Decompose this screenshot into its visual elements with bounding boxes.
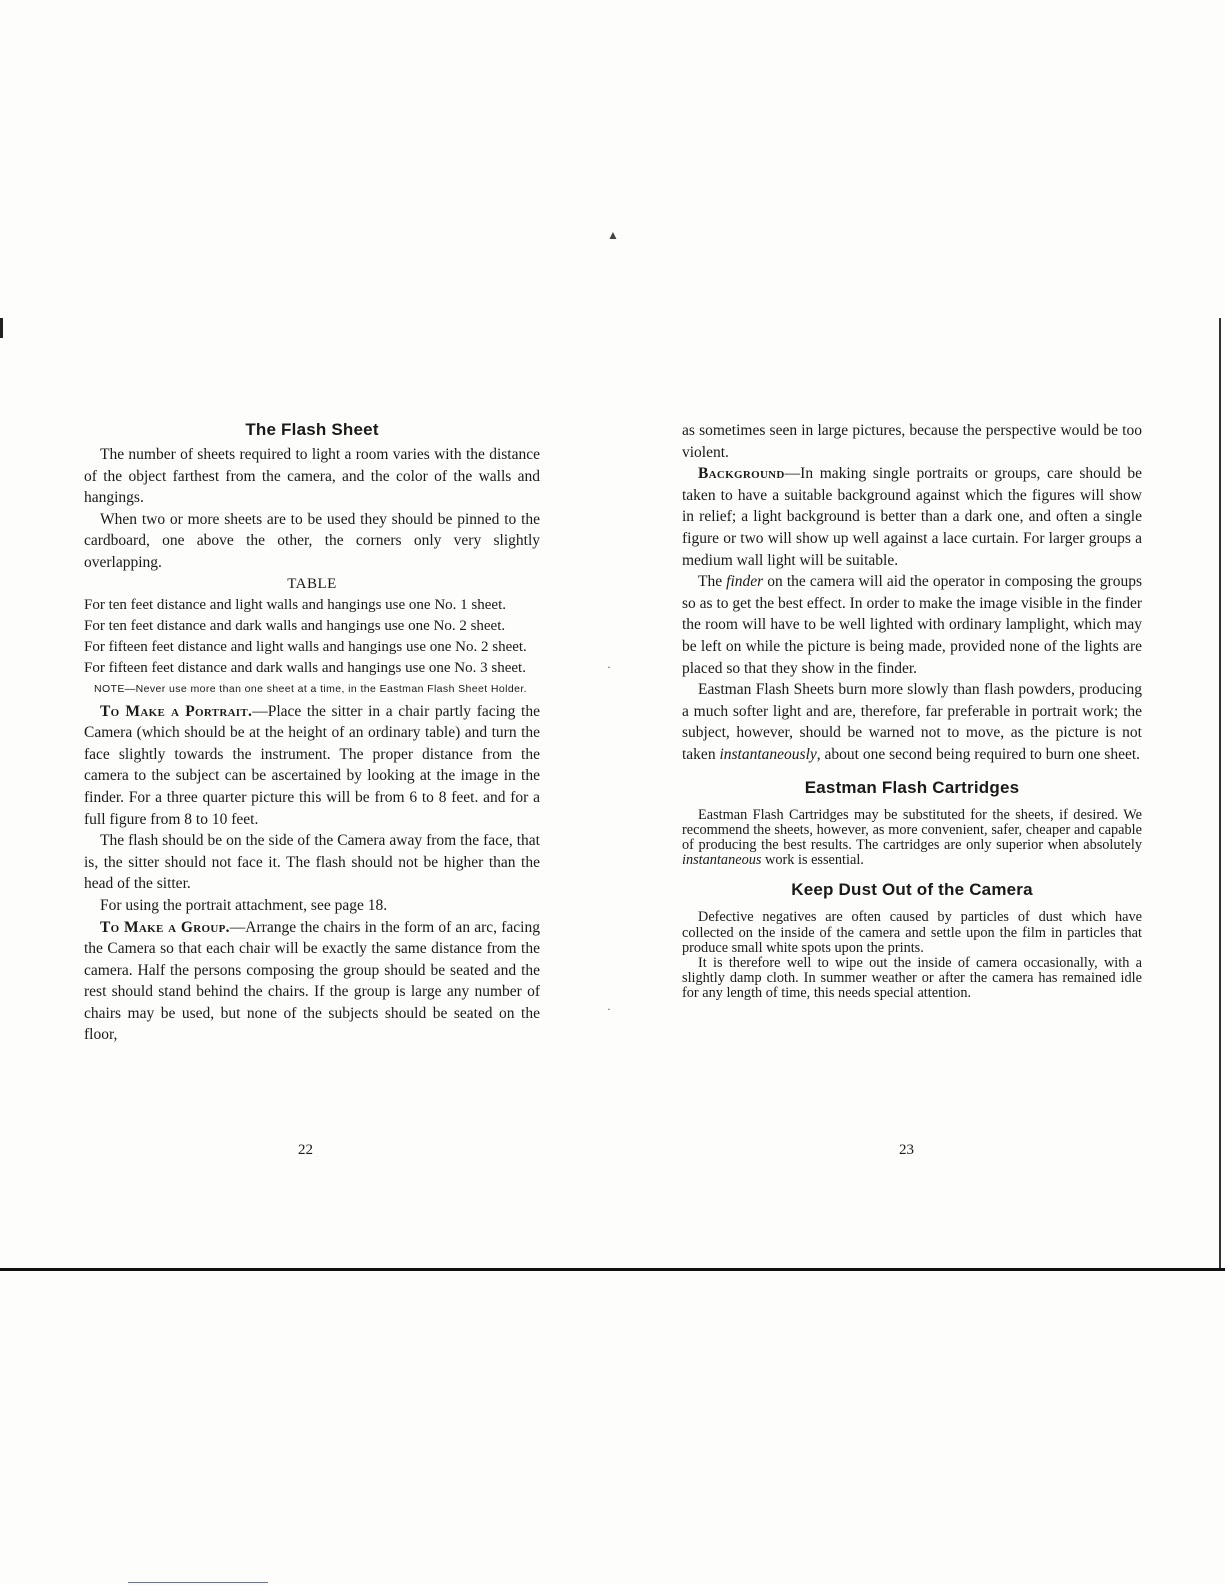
table-row: For ten feet distance and dark walls and hangings use one No. 2 sheet. [84,617,506,634]
eastman-para: Eastman Flash Sheets burn more slowly than flash powders, producing a much softer light and are, therefore, far preferable in portrait work; the subject, however, should be warned not to move, as the picture is not taken instantaneously, about one second being required to burn one sheet. [682,681,1142,763]
table-row: For fifteen feet distance and dark walls and hangings use one No. 3 sheet. [84,659,526,676]
right-column [682,420,1142,1002]
dust-para-1: Defective negatives are often caused by particles of dust which have collected on the inside of the camera and settle upon the film in particles that produce small white spots upon the prints. [682,909,1142,956]
continuation-para: as sometimes seen in large pictures, because the perspective would be too violent. [682,422,1142,461]
flash-sheet-para-1: The number of sheets required to light a room varies with the distance of the object farthest from the camera, and the color of the walls and hangings. [84,446,540,507]
finder-para: The finder on the camera will aid the operator in composing the groups so as to get the best effect. In order to make the image visible in the finder the room will have to be well lighted with ordinary lamplight, which may be left on while the picture is being made, provided none of the lights are placed so that they show in the finder. [682,573,1142,677]
portrait-lead: To Make a Portrait. [100,702,253,720]
instantaneous-word: instantaneous [682,852,762,869]
flash-sheet-para-2: When two or more sheets are to be used they should be pinned to the cardboard, one above the other, the corners only very slightly overlapping. [84,510,540,571]
table-note: NOTE—Never use more than one sheet at a time, in the Eastman Flash Sheet Holder. [94,682,527,695]
portrait-text: —Place the sitter in a chair partly facing the Camera (which should be at the height of an ordinary table) and turn the face slightly towards the instrument. The proper distance from the camera to the subject can be ascertained by looking at the image in the finder. For a three quarter picture this will be from 6 to 8 feet. and for a full figure from 8 to 10 feet. [84,702,540,828]
gutter-blot: · [607,1002,611,1016]
scan-bottom-edge [0,1268,1225,1271]
footer-underline [128,1582,268,1583]
attachment-para: For using the portrait attachment, see page 18. [100,896,388,914]
gutter-blot: · [607,660,611,674]
background-para [682,463,1142,571]
group-text: —Arrange the chairs in the form of an arc, facing the Camera so that each chair will be exactly the same distance from the camera. Half the persons composing the group should be seated and the rest should stand behind the chairs. If the group is large any number of chairs may be used, but none of the subjects should be seated on the floor, [84,918,540,1044]
instantaneously-word: instantaneously [719,745,817,763]
flash-position-para: The flash should be on the side of the Camera away from the face, that is, the sitter should not face it. The flash should not be higher than the head of the sitter. [84,832,540,893]
table-title: TABLE [287,575,337,592]
heading-flash-cartridges: Eastman Flash Cartridges [804,777,1020,797]
table-row: For fifteen feet distance and light walls and hangings use one No. 2 sheet. [84,638,527,655]
page-number-right: 23 [899,1142,914,1158]
heading-keep-dust-out: Keep Dust Out of the Camera [791,880,1033,900]
dust-para-2: It is therefore well to wipe out the inside of camera occasionally, with a slightly damp cloth. In summer weather or after the camera has remained idle for any length of time, this needs special attention. [682,954,1142,1002]
left-page [0,0,612,1585]
background-lead: Background [698,465,785,483]
left-column [84,420,540,1046]
group-lead: To Make a Group. [100,918,230,936]
portrait-para [84,701,540,831]
page-number-left: 22 [298,1142,313,1158]
heading-flash-sheet: The Flash Sheet [245,420,379,439]
group-para [84,917,540,1047]
cartridges-para: Eastman Flash Cartridges may be substituted for the sheets, if desired. We recommend the sheets, however, as more convenient, safer, cheaper and capable of producing the best results. The cartridges are only superior when absolutely instantaneous work is essential. [682,806,1142,869]
table-row: For ten feet distance and light walls and hangings use one No. 1 sheet. [84,596,506,613]
gutter-blot: ▲ [607,228,619,242]
background-text: —In making single portraits or groups, care should be taken to have a suitable background against which the figures will show in relief; a light background is better than a dark one, and often a single figure or two will show up well against a lace curtain. For larger groups a medium wall light will be suitable. [682,465,1142,569]
finder-word: finder [726,573,764,591]
right-page [612,0,1225,1585]
